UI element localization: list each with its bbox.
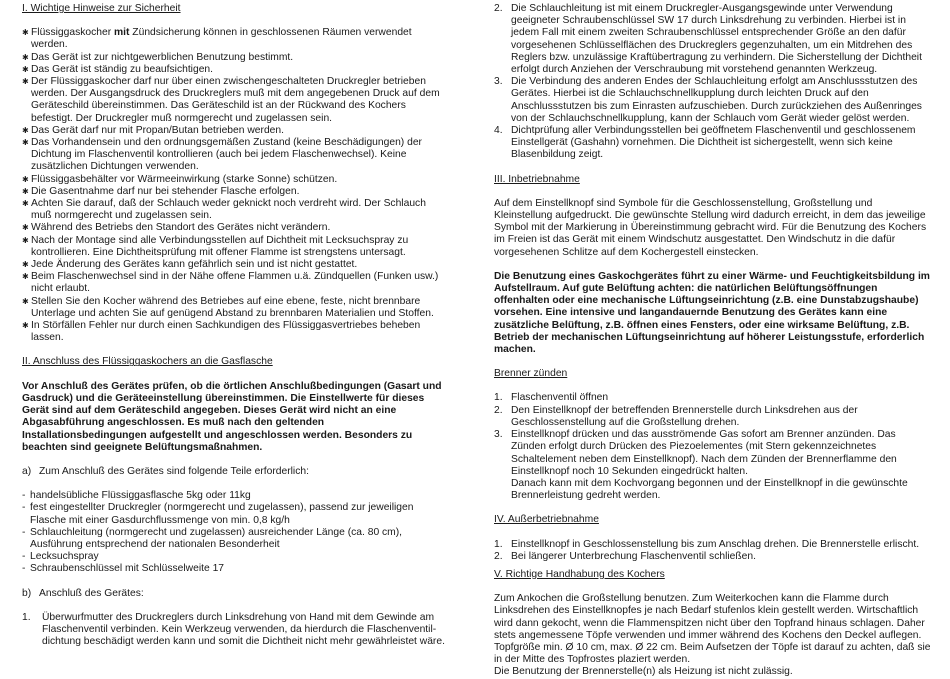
list-item: - Schlauchleitung (normgerecht und zugelassen) ausreichender Länge (ca. 80 cm), Ausführung entsprechend der nationalen Besonderheit: [22, 527, 447, 551]
list-item: - Schraubenschlüssel mit Schlüsselweite 17: [22, 563, 447, 575]
ignition-step-3: 3. Einstellknopf drücken und das ausströmende Gas sofort am Brenner anzünden. Das Zünden erfolgt durch Drücken des Piezoelementes (mit Stern gekennzeichnetes Schaltelement neben dem Einstellknopf). Nach dem Zünden der Brennerflamme den Einstellknopf noch 10 Sekunden eingedrückt halten.: [494, 429, 897, 477]
list-item: ✱ Das Gerät ist ständig zu beaufsichtigen.: [22, 64, 447, 76]
list-item: - fest eingestellter Druckregler (normgerecht und zugelassen), passend zur jeweiligen Flasche mit einer Gasdurchflussmenge von min. 0,8 kg/h: [22, 502, 447, 526]
list-item: - Lecksuchspray: [22, 551, 447, 563]
ignition-step-2: 2. Den Einstellknopf der betreffenden Brennerstelle durch Linksdrehen aus der Geschlossenstellung auf die Großstellung drehen.: [494, 404, 858, 428]
sub-item-a: a) Zum Anschluß des Gerätes sind folgende Teile erforderlich:: [22, 465, 309, 477]
list-item: ✱ Der Flüssiggaskocher darf nur über einen zwischengeschalteten Druckregler betrieben werden. Der Ausgangsdruck des Druckreglers muß mit dem angegebenen Druck auf dem Geräteschild übereinstimmen. Das Geräteschild ist an der Rückwand des Kochers befestigt. Der Druckregler muß normgerecht und zugelassen sein.: [22, 76, 447, 125]
section-title-shutdown: IV. Außerbetriebnahme: [494, 514, 599, 526]
list-item: ✱ Jede Änderung des Gerätes kann gefährlich sein und ist nicht gestattet.: [22, 259, 447, 271]
section-title-handling: V. Richtige Handhabung des Kochers: [494, 568, 665, 580]
connection-step-3: 3. Die Verbindung des anderen Endes der Schlauchleitung erfolgt am Anschlussstutzen des Gerätes. Hierbei ist die Schlauchschnellkupplung durch leichten Druck auf den Anschlussstutzen bis zum Einrasten aufzuschieben. Durch zurückziehen des Außenringes von der Schlauchschnellkupplung, kann der Schlauch vom Gerät wieder gelöst werden.: [494, 76, 922, 124]
parts-list: [22, 490, 447, 575]
list-item: ✱ Die Gasentnahme darf nur bei stehender Flasche erfolgen.: [22, 186, 447, 198]
safety-list: [22, 27, 447, 344]
startup-text: Auf dem Einstellknopf sind Symbole für die Geschlossenstellung, Großstellung und Kleinstellung aufgedruckt. Die gewünschte Stellung wird dadurch erreicht, in dem das jeweilige Symbol mit der Markierung in Übereinstimmung gebracht wird. Für die Benutzung des Kochers im Freien ist das Gerät mit einem Windschutz ausgestattet. Den Windschutz in die dafür vorgesehenen Schlitze auf dem Kochergestell einstecken.: [494, 197, 927, 258]
shutdown-step-1: 1. Einstellknopf in Geschlossenstellung bis zum Anschlag drehen. Die Brennerstelle erlischt.: [494, 538, 920, 550]
section-title-ignition: Brenner zünden: [494, 368, 568, 380]
connection-step-4: 4. Dichtprüfung aller Verbindungsstellen bei geöffnetem Flaschenventil und geschlossenem Einstellgerät (Gashahn) vornehmen. Die Dichtheit ist sichergestellt, wenn sich keine Blasenbildung zeigt.: [494, 125, 916, 161]
list-item: ✱ Nach der Montage sind alle Verbindungsstellen auf Dichtheit mit Lecksuchspray zu kontrollieren. Eine Dichtheitsprüfung mit offener Flamme ist strengstens untersagt.: [22, 235, 447, 259]
list-item: ✱ Das Gerät ist zur nichtgewerblichen Benutzung bestimmt.: [22, 52, 447, 64]
sub-item-b: b) Anschluß des Gerätes:: [22, 587, 144, 599]
list-item: ✱ In Störfällen Fehler nur durch einen Sachkundigen des Flüssiggasvertriebes beheben lassen.: [22, 320, 447, 344]
right-column: [494, 3, 932, 679]
ignition-note: Danach kann mit dem Kochvorgang begonnen und der Einstellknopf in die gewünschte Brennerleistung gedreht werden.: [511, 477, 908, 502]
handling-text: Zum Ankochen die Großstellung benutzen. Zum Weiterkochen kann die Flamme durch Linksdrehen des Einstellknopfes je nach Bedarf stufenlos klein gestellt werden. Wirtschaftlich wird dann gekocht, wenn die Flammenspitzen nicht über den Topfrand hinaus schlagen. Daher stets angemessene Töpfe verwenden und immer während des Kochens den Deckel auflegen. Topfgröße min. Ø 10 cm, max. Ø 22 cm. Beim Aufsetzen der Töpfe ist darauf zu achten, daß sie in der Mitte des Topfrostes plaziert werden.: [494, 593, 931, 666]
shutdown-step-2: 2. Bei längerer Unterbrechung Flaschenventil schließen.: [494, 550, 756, 562]
list-item: ✱ Das Gerät darf nur mit Propan/Butan betrieben werden.: [22, 125, 447, 137]
section-title-connection: II. Anschluss des Flüssiggaskochers an die Gasflasche: [22, 356, 273, 368]
connection-warning: Vor Anschluß des Gerätes prüfen, ob die örtlichen Anschlußbedingungen (Gasart und Gasdruck) und die Geräteeinstellung übereinstimmen. Die Einstellwerte für dieses Gerät sind auf dem Geräteschild angegeben. Dieses Gerät wird nicht an eine Abgasabführung angeschlossen. Es muß nach den geltenden Installationsbedingungen aufgestellt und angeschlossen werden. Besonders zu beachten sind geeignete Belüftungsmaßnahmen.: [22, 380, 442, 453]
list-item: ✱ Achten Sie darauf, daß der Schlauch weder geknickt noch verdreht wird. Der Schlauch muß normgerecht und zugelassen sein.: [22, 198, 447, 222]
list-item: ✱ Beim Flaschenwechsel sind in der Nähe offene Flammen u.ä. Zündquellen (Funken usw.) nicht erlaubt.: [22, 271, 447, 295]
left-column: [22, 3, 447, 648]
list-item: ✱ Flüssiggaskocher mit Zündsicherung können in geschlossenen Räumen verwendet werden.: [22, 27, 447, 51]
ignition-step-1: 1. Flaschenventil öffnen: [494, 392, 609, 404]
ventilation-warning: Die Benutzung eines Gaskochgerätes führt zu einer Wärme- und Feuchtigkeitsbildung im Aufstellraum. Auf gute Belüftung achten: die natürlichen Belüftungsöffnungen offenhalten oder eine mechanische Lüftungseinrichtung (z.B. eine Dunstabzugshaube) vorsehen. Eine intensive und langandauernde Benutzung des Gerätes kann eine zusätzliche Belüftung, z.B. öffnen eines Fensters, oder eine wirksame Belüftung, z.B. Betrieb der mechanischen Lüftungseinrichtung auf höherer Leistungsstufe, erforderlich machen.: [494, 270, 930, 356]
connection-step-2: 2. Die Schlauchleitung ist mit einem Druckregler-Ausgangsgewinde unter Verwendung geeigneter Schraubenschlüssel SW 17 durch Linksdrehung zu verbinden. Hierbei ist in jedem Fall mit einem zweiten Schraubenschlüssel entsprechender Größe an den dafür vorgesehenen Schlüsselflächen des Druckreglers gegenzuhalten, um ein Mitdrehen des Reglers bzw. unzulässige Kraftübertragung zu verhindern. Die Sicherstellung der Dichtheit erfolgt durch Anziehen der Verschraubung mit vorstehend genannten Werkzeug.: [494, 3, 922, 76]
section-title-startup: III. Inbetriebnahme: [494, 173, 580, 185]
list-item: ✱ Flüssiggasbehälter vor Wärmeeinwirkung (starke Sonne) schützen.: [22, 174, 447, 186]
list-item: - handelsübliche Flüssiggasflasche 5kg oder 11kg: [22, 490, 447, 502]
handling-last: Die Benutzung der Brennerstelle(n) als Heizung ist nicht zulässig.: [494, 666, 793, 678]
section-title-safety: I. Wichtige Hinweise zur Sicherheit: [22, 3, 181, 14]
list-item: ✱ Während des Betriebs den Standort des Gerätes nicht verändern.: [22, 222, 447, 234]
list-item: ✱ Das Vorhandensein und den ordnungsgemäßen Zustand (keine Beschädigungen) der Dichtung im Flaschenventil kontrollieren (auch bei jedem Flaschenwechsel). Keine zusätzlichen Dichtungen verwenden.: [22, 137, 447, 174]
connection-step-1: 1. Überwurfmutter des Druckreglers durch Linksdrehung von Hand mit dem Gewinde am Flaschenventil verbinden. Kein Werkzeug verwenden, da hierdurch die Flaschenventil-dichtung beschädigt werden kann und somit die Dichtheit nicht mehr gewährleistet wäre.: [22, 611, 445, 648]
list-item: ✱ Stellen Sie den Kocher während des Betriebes auf eine ebene, feste, nicht brennbare Unterlage und achten Sie auf genügend Abstand zu brennbaren Materialien und Stoffen.: [22, 296, 447, 320]
